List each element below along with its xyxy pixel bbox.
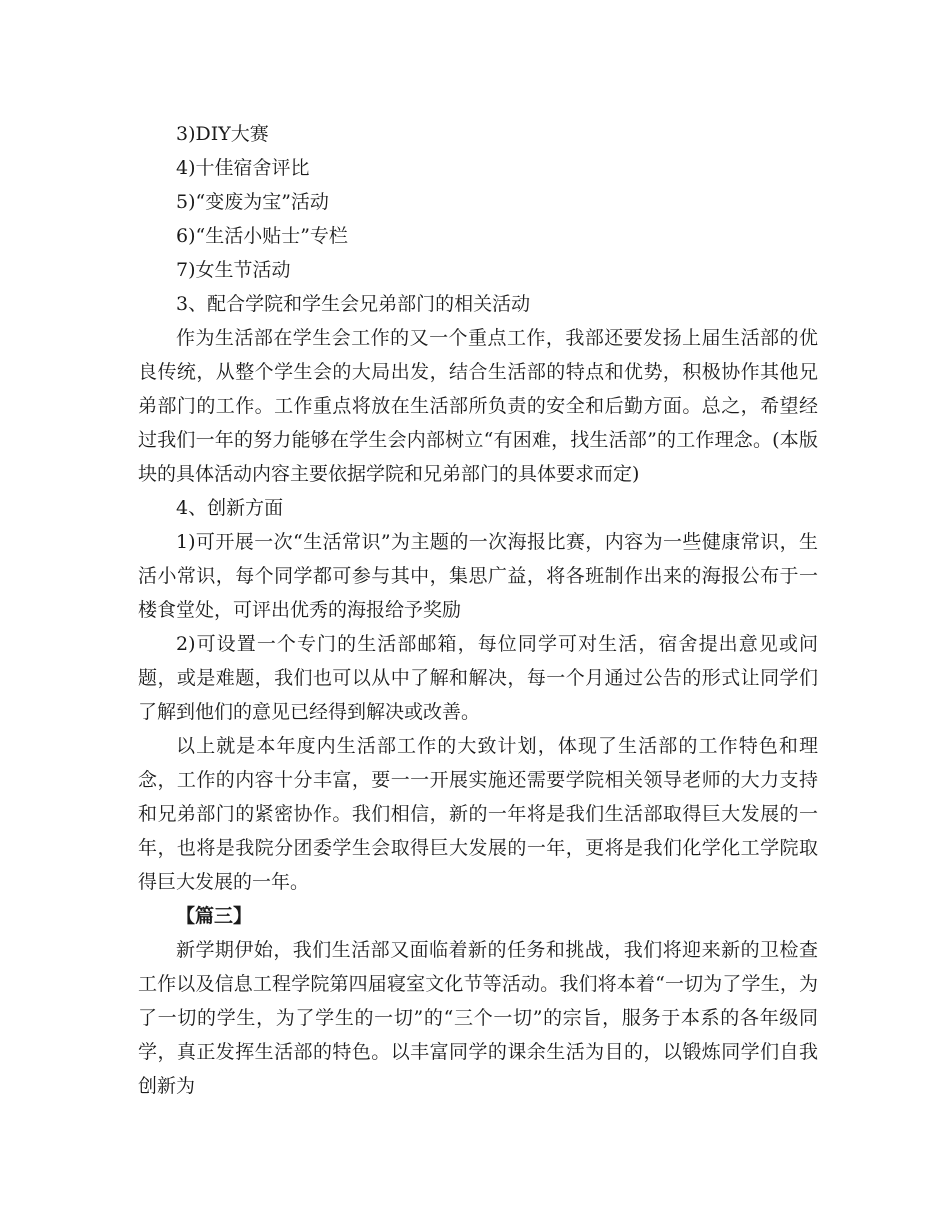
section-heading: 3、配合学院和学生会兄弟部门的相关活动 [176,293,531,315]
document-page [138,117,818,1103]
innovation-item-paragraph: 1)可开展一次“生活常识”为主题的一次海报比赛，内容为一些健康常识，生活小常识，每个同学都可参与其中，集思广益，将各班制作出来的海报公布于一楼食堂处，可评出优秀的海报给予奖励 [138,531,818,621]
list-item: 4)十佳宿舍评比 [176,157,310,179]
section-heading: 4、创新方面 [176,497,284,519]
list-item: 5)“变废为宝”活动 [176,191,329,213]
list-item: 3)DIY大赛 [176,123,269,145]
section-paragraph: 作为生活部在学生会工作的又一个重点工作，我部还要发扬上届生活部的优良传统，从整个学生会的大局出发，结合生活部的特点和优势，积极协作其他兄弟部门的工作。工作重点将放在生活部所负责的安全和后勤方面。总之，希望经过我们一年的努力能够在学生会内部树立“有困难，找生活部”的工作理念。(本版块的具体活动内容主要依据学院和兄弟部门的具体要求而定) [138,327,818,485]
part-title: 【篇三】 [176,905,253,927]
list-item: 6)“生活小贴士”专栏 [176,225,348,247]
innovation-item-paragraph: 2)可设置一个专门的生活部邮箱，每位同学可对生活，宿舍提出意见或问题，或是难题，我们也可以从中了解和解决，每一个月通过公告的形式让同学们了解到他们的意见已经得到解决或改善。 [138,633,818,723]
list-item: 7)女生节活动 [176,259,291,281]
part-paragraph: 新学期伊始，我们生活部又面临着新的任务和挑战，我们将迎来新的卫检查工作以及信息工程学院第四届寝室文化节等活动。我们将本着“一切为了学生，为了一切的学生，为了学生的一切”的“三个一切”的宗旨，服务于本系的各年级同学，真正发挥生活部的特色。以丰富同学的课余生活为目的，以锻炼同学们自我创新为 [138,939,818,1097]
conclusion-paragraph: 以上就是本年度内生活部工作的大致计划，体现了生活部的工作特色和理念，工作的内容十分丰富，要一一开展实施还需要学院相关领导老师的大力支持和兄弟部门的紧密协作。我们相信，新的一年将是我们生活部取得巨大发展的一年，也将是我院分团委学生会取得巨大发展的一年，更将是我们化学化工学院取得巨大发展的一年。 [138,735,818,893]
